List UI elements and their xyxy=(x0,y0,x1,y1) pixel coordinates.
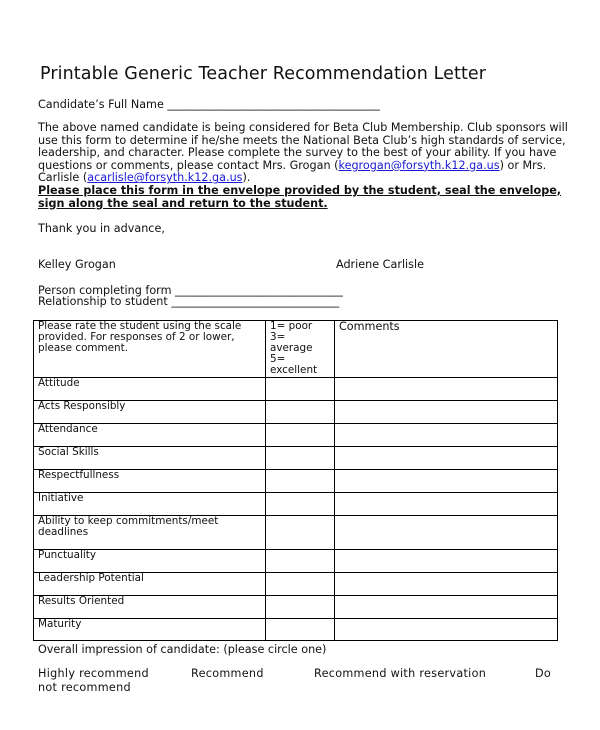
option-recommend[interactable]: Recommend xyxy=(191,667,264,680)
comments-header: Comments xyxy=(335,321,558,378)
criterion-label: Respectfullness xyxy=(34,470,266,493)
intro-paragraph xyxy=(38,122,578,210)
criterion-label: Initiative xyxy=(34,493,266,516)
document-title: Printable Generic Teacher Recommendation Letter xyxy=(40,64,487,84)
rating-instructions: Please rate the student using the scale provided. For responses of 2 or lower, please comment. xyxy=(34,321,266,378)
option-do-not-recommend-end[interactable]: not recommend xyxy=(38,681,131,694)
comment-cell[interactable] xyxy=(335,516,558,550)
comment-cell[interactable] xyxy=(335,550,558,573)
criterion-label: Results Oriented xyxy=(34,596,266,619)
rating-cell[interactable] xyxy=(266,378,335,401)
scale-line: average xyxy=(270,342,313,354)
option-highly-recommend[interactable]: Highly recommend xyxy=(38,667,149,680)
rating-cell[interactable] xyxy=(266,424,335,447)
criterion-label: Attitude xyxy=(34,378,266,401)
comment-cell[interactable] xyxy=(335,619,558,641)
scale-line: 5= xyxy=(270,353,286,365)
table-row xyxy=(34,447,558,470)
rating-cell[interactable] xyxy=(266,619,335,641)
criterion-label: Social Skills xyxy=(34,447,266,470)
table-row xyxy=(34,470,558,493)
table-row xyxy=(34,619,558,641)
rating-table xyxy=(33,320,558,641)
comment-cell[interactable] xyxy=(335,470,558,493)
option-do-not-recommend-start[interactable]: Do xyxy=(535,667,552,680)
comment-cell[interactable] xyxy=(335,493,558,516)
intro-text-2: ) or Mrs. Carlisle ( xyxy=(38,158,547,185)
table-row xyxy=(34,596,558,619)
scale-line: excellent xyxy=(270,364,318,376)
overall-impression-label: Overall impression of candidate: (please circle one) xyxy=(38,643,327,656)
criterion-label: Acts Responsibly xyxy=(34,401,266,424)
person-completing-label: Person completing form xyxy=(38,284,172,297)
table-row xyxy=(34,401,558,424)
criterion-label: Ability to keep commitments/meet deadlines xyxy=(34,516,266,550)
relationship-label: Relationship to student xyxy=(38,295,168,308)
intro-text-3: ). xyxy=(242,171,251,185)
comment-cell[interactable] xyxy=(335,573,558,596)
person-completing-blank[interactable]: ______________________________ xyxy=(175,284,343,297)
comment-cell[interactable] xyxy=(335,401,558,424)
signer-carlisle: Adriene Carlisle xyxy=(336,258,424,271)
rating-cell[interactable] xyxy=(266,516,335,550)
candidate-name-line xyxy=(38,98,380,111)
relationship-blank[interactable]: ______________________________ xyxy=(171,295,340,308)
intro-text-1: The above named candidate is being considered for Beta Club Membership. Club sponsors will use this form to determine if he/she meets the National Beta Club’s high standards of service, leadership, and character. Please complete the survey to the best of your ability. If you have questions or comments, please contact Mrs. Grogan ( xyxy=(38,121,568,172)
comment-cell[interactable] xyxy=(335,378,558,401)
candidate-name-blank[interactable]: ______________________________________ xyxy=(167,98,380,111)
rating-cell[interactable] xyxy=(266,596,335,619)
option-recommend-with-reservation[interactable]: Recommend with reservation xyxy=(314,667,487,680)
rating-cell[interactable] xyxy=(266,550,335,573)
criterion-label: Leadership Potential xyxy=(34,573,266,596)
rating-cell[interactable] xyxy=(266,401,335,424)
criterion-label: Maturity xyxy=(34,619,266,641)
rating-cell[interactable] xyxy=(266,470,335,493)
relationship-line xyxy=(38,295,339,308)
candidate-name-label: Candidate’s Full Name xyxy=(38,98,164,111)
comment-cell[interactable] xyxy=(335,447,558,470)
table-row xyxy=(34,493,558,516)
table-row xyxy=(34,424,558,447)
thanks-text: Thank you in advance, xyxy=(38,222,165,235)
rating-cell[interactable] xyxy=(266,447,335,470)
rating-scale xyxy=(266,321,335,378)
comment-cell[interactable] xyxy=(335,424,558,447)
table-row xyxy=(34,573,558,596)
scale-line: 1= poor xyxy=(270,320,313,332)
email-link-grogan[interactable]: kegrogan@forsyth.k12.ga.us xyxy=(338,158,500,172)
instruction-text: Please place this form in the envelope provided by the student, seal the envelope, sign along the seal and return to the student. xyxy=(38,183,562,210)
email-link-carlisle[interactable]: acarlisle@forsyth.k12.ga.us xyxy=(87,171,243,185)
criterion-label: Punctuality xyxy=(34,550,266,573)
rating-header-row xyxy=(34,321,558,378)
table-row xyxy=(34,516,558,550)
criterion-label: Attendance xyxy=(34,424,266,447)
comment-cell[interactable] xyxy=(335,596,558,619)
rating-cell[interactable] xyxy=(266,493,335,516)
signer-grogan: Kelley Grogan xyxy=(38,258,116,271)
table-row xyxy=(34,378,558,401)
rating-cell[interactable] xyxy=(266,573,335,596)
scale-line: 3= xyxy=(270,331,286,343)
table-row xyxy=(34,550,558,573)
